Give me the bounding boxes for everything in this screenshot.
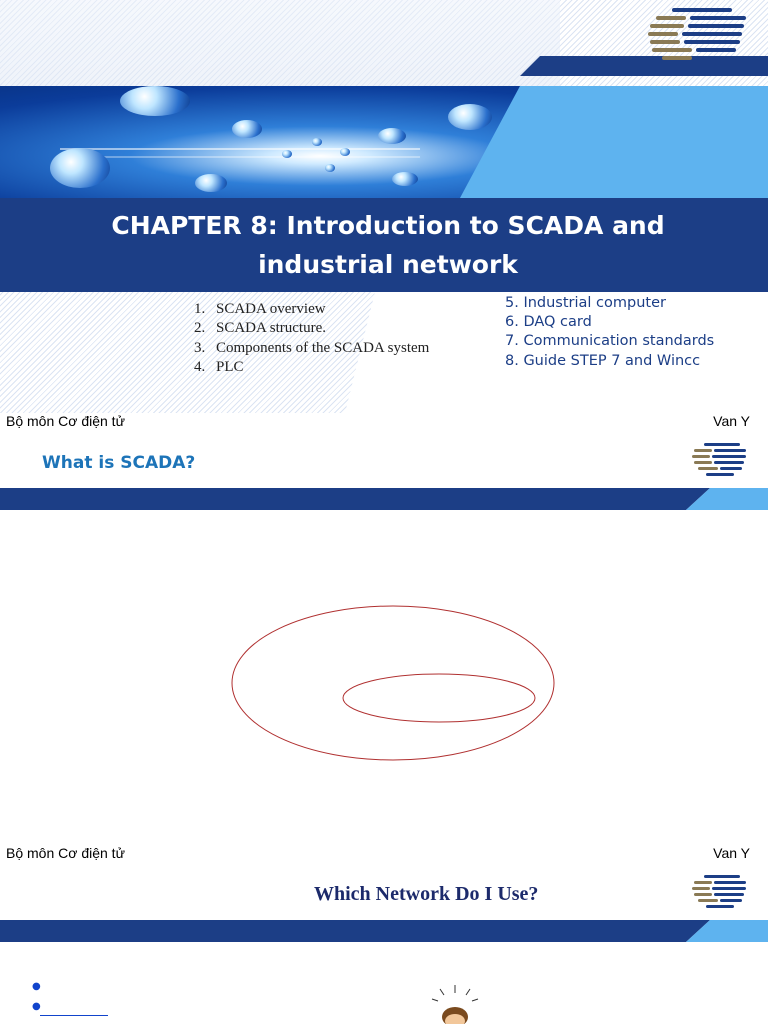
title-underline-band <box>0 920 768 942</box>
toc-item: 7. Communication standards <box>505 333 715 350</box>
toc-item: 5. Industrial computer <box>505 295 666 311</box>
slide-title: Which Network Do I Use? <box>314 883 539 905</box>
water-drop <box>325 164 335 172</box>
slide-2 <box>0 413 768 845</box>
toc-item: 1. SCADA overview <box>194 301 326 317</box>
water-drop <box>282 150 292 158</box>
bullet-icon: ● <box>32 1001 41 1012</box>
bullet-icon: ● <box>32 981 41 992</box>
logo-stripes-icon <box>692 875 748 911</box>
toc-item: 4. PLC <box>194 358 244 375</box>
toc-left-list <box>194 300 429 377</box>
slide-title: What is SCADA? <box>42 453 196 473</box>
toc-item: 6. DAQ card <box>505 314 592 331</box>
water-drop <box>120 86 190 116</box>
water-drop <box>378 128 406 144</box>
chapter-title-line-2: industrial network <box>258 250 518 279</box>
footer-department: Bộ môn Cơ điện tử <box>6 845 125 861</box>
water-drop <box>340 148 350 156</box>
water-drop <box>195 174 227 192</box>
chapter-title <box>0 206 768 284</box>
slide-3 <box>0 845 768 1024</box>
inner-ellipse <box>343 674 535 722</box>
water-drop <box>448 104 492 130</box>
toc-right-list <box>505 294 714 371</box>
water-drop <box>312 138 322 146</box>
toc-item: 3. Components of the SCADA system <box>194 339 430 356</box>
water-drop <box>50 148 110 188</box>
hyperlink-underline[interactable] <box>40 1015 108 1016</box>
person-icon <box>420 981 490 1024</box>
logo-stripes-icon <box>648 6 748 72</box>
water-drop <box>392 172 418 186</box>
footer-author: Van Y <box>713 845 750 861</box>
outer-ellipse <box>232 606 554 760</box>
toc-item: 2. SCADA structure. <box>194 320 326 337</box>
light-streak <box>60 148 420 150</box>
footer-department: Bộ môn Cơ điện tử <box>6 413 125 429</box>
toc-item: 8. Guide STEP 7 and Wincc <box>505 352 701 369</box>
water-drop <box>232 120 262 138</box>
water-drops-image <box>0 86 768 198</box>
chapter-title-line-1: CHAPTER 8: Introduction to SCADA and <box>111 211 665 240</box>
ellipse-diagram <box>0 413 768 845</box>
header-photo <box>0 86 768 198</box>
slide-1 <box>0 0 768 413</box>
footer-author: Van Y <box>713 413 750 429</box>
top-fade <box>0 0 560 86</box>
light-streak <box>100 156 420 158</box>
